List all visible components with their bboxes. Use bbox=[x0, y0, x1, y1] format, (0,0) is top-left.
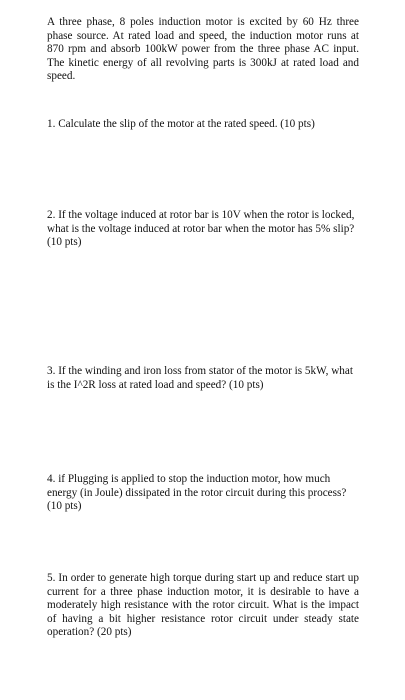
question-5: 5. In order to generate high torque during start up and reduce start up current for a three phase induction motor, it is desirable to have a moderately high resistance with the rotor circuit. What is the impact of having a bit higher resistance rotor circuit under steady state operation? (20 pts) bbox=[47, 572, 359, 639]
problem-statement: A three phase, 8 poles induction motor is excited by 60 Hz three phase source. At rated load and speed, the induction motor runs at 870 rpm and absorb 100kW power from the three phase AC input. The kinetic energy of all revolving parts is 300kJ at rated load and speed. bbox=[47, 16, 359, 83]
question-2: 2. If the voltage induced at rotor bar is 10V when the rotor is locked, what is the voltage induced at rotor bar when the motor has 5% slip? (10 pts) bbox=[47, 209, 355, 249]
question-3: 3. If the winding and iron loss from stator of the motor is 5kW, what is the I^2R loss at rated load and speed? (10 pts) bbox=[47, 365, 353, 391]
question-4: 4. if Plugging is applied to stop the induction motor, how much energy (in Joule) dissipated in the rotor circuit during this process? (10 pts) bbox=[47, 473, 347, 513]
question-1: 1. Calculate the slip of the motor at the rated speed. (10 pts) bbox=[47, 118, 315, 130]
